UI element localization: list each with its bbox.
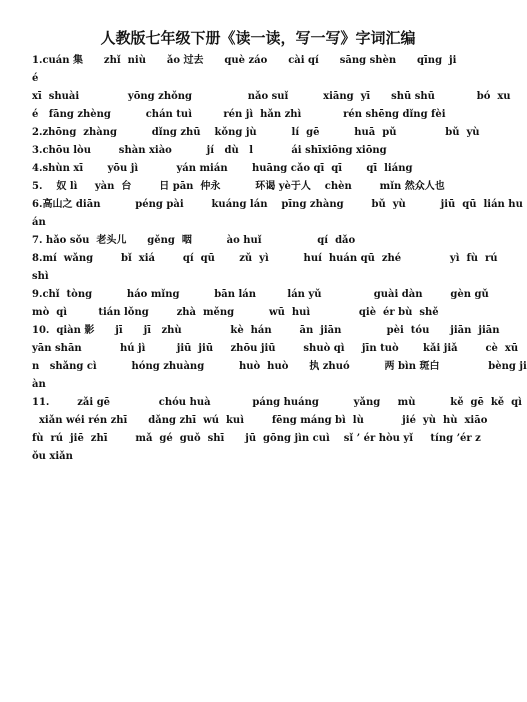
vocab-line: shì xyxy=(32,271,49,282)
vocab-line: 3.chōu lòu shàn xiào jí dù l ái shīxiōng xiōng xyxy=(32,145,387,156)
vocab-line: 10. qiàn 影 jī jī zhù kè hán ān jiān pèi tóu jiān jiān xyxy=(32,325,500,336)
vocab-line: n shǎng cì hóng zhuàng huò huò 执 zhuó 两 bìn 斑白 bèng ji xyxy=(32,361,527,372)
vocab-line: 11. zǎi gē chóu huà páng huáng yǎng mù kě gē kě qì xyxy=(32,397,522,408)
vocab-line: yān shān hú jì jiū jiū zhōu jiū shuò qì jīn tuò kǎi jiǎ cè xū xyxy=(32,343,519,354)
vocab-line: 6.高山之 diān péng pài kuáng lán pīng zhàng bǔ yù jiū qū lián hu xyxy=(32,199,523,210)
vocab-line: xī shuài yōng zhǒng nǎo suǐ xiāng yī shū shū bó xu xyxy=(32,91,511,102)
vocab-line: 2.zhōng zhàng dǐng zhū kǒng jù lí gē huā pǔ bǔ yù xyxy=(32,127,480,138)
vocab-line: é fāng zhèng chán tuì rén jì hǎn zhì rén shēng dǐng fèi xyxy=(32,109,446,120)
vocabulary-list xyxy=(32,52,527,466)
vocab-line: 5. 奴 lì yàn 台 日 pān 仲永 环谒 yè于人 chèn mǐn 然众人也 xyxy=(32,181,445,192)
vocab-line: 1.cuán 集 zhǐ niù ǎo 过去 què záo cài qí sāng shèn qīng ji xyxy=(32,55,457,66)
vocab-line: mò qì tián lǒng zhà měng wū huì qiè ér bù shě xyxy=(32,307,439,318)
vocab-line: àn xyxy=(32,379,46,390)
vocab-line: xiǎn wéi rén zhī dǎng zhī wú kuì fēng máng bì lù jié yù hù xiāo xyxy=(32,415,488,426)
vocab-line: é xyxy=(32,73,39,84)
vocab-line: 7. hǎo sǒu 老头儿 gěng 咽 ào huǐ qí dǎo xyxy=(32,235,356,246)
vocab-line: ǒu xiǎn xyxy=(32,451,73,462)
document-title: 人教版七年级下册《读一读，写一写》字词汇编 xyxy=(100,29,416,47)
vocab-line: 8.mí wǎng bǐ xiá qí qū zǔ yì huí huán qū zhé yì fù rú xyxy=(32,253,498,264)
vocab-line: fù rú jiē zhī mǎ gé guǒ shī jū gōng jìn cuì sǐ ’ ér hòu yǐ tíng ’ér z xyxy=(32,433,481,444)
vocab-line: 9.chǐ tòng háo mǐng bān lán lán yǔ guài dàn gèn gǔ xyxy=(32,289,489,300)
vocab-line: 4.shùn xī yōu jì yán mián huāng cǎo qī qī qī liáng xyxy=(32,163,413,174)
vocab-line: án xyxy=(32,217,46,228)
